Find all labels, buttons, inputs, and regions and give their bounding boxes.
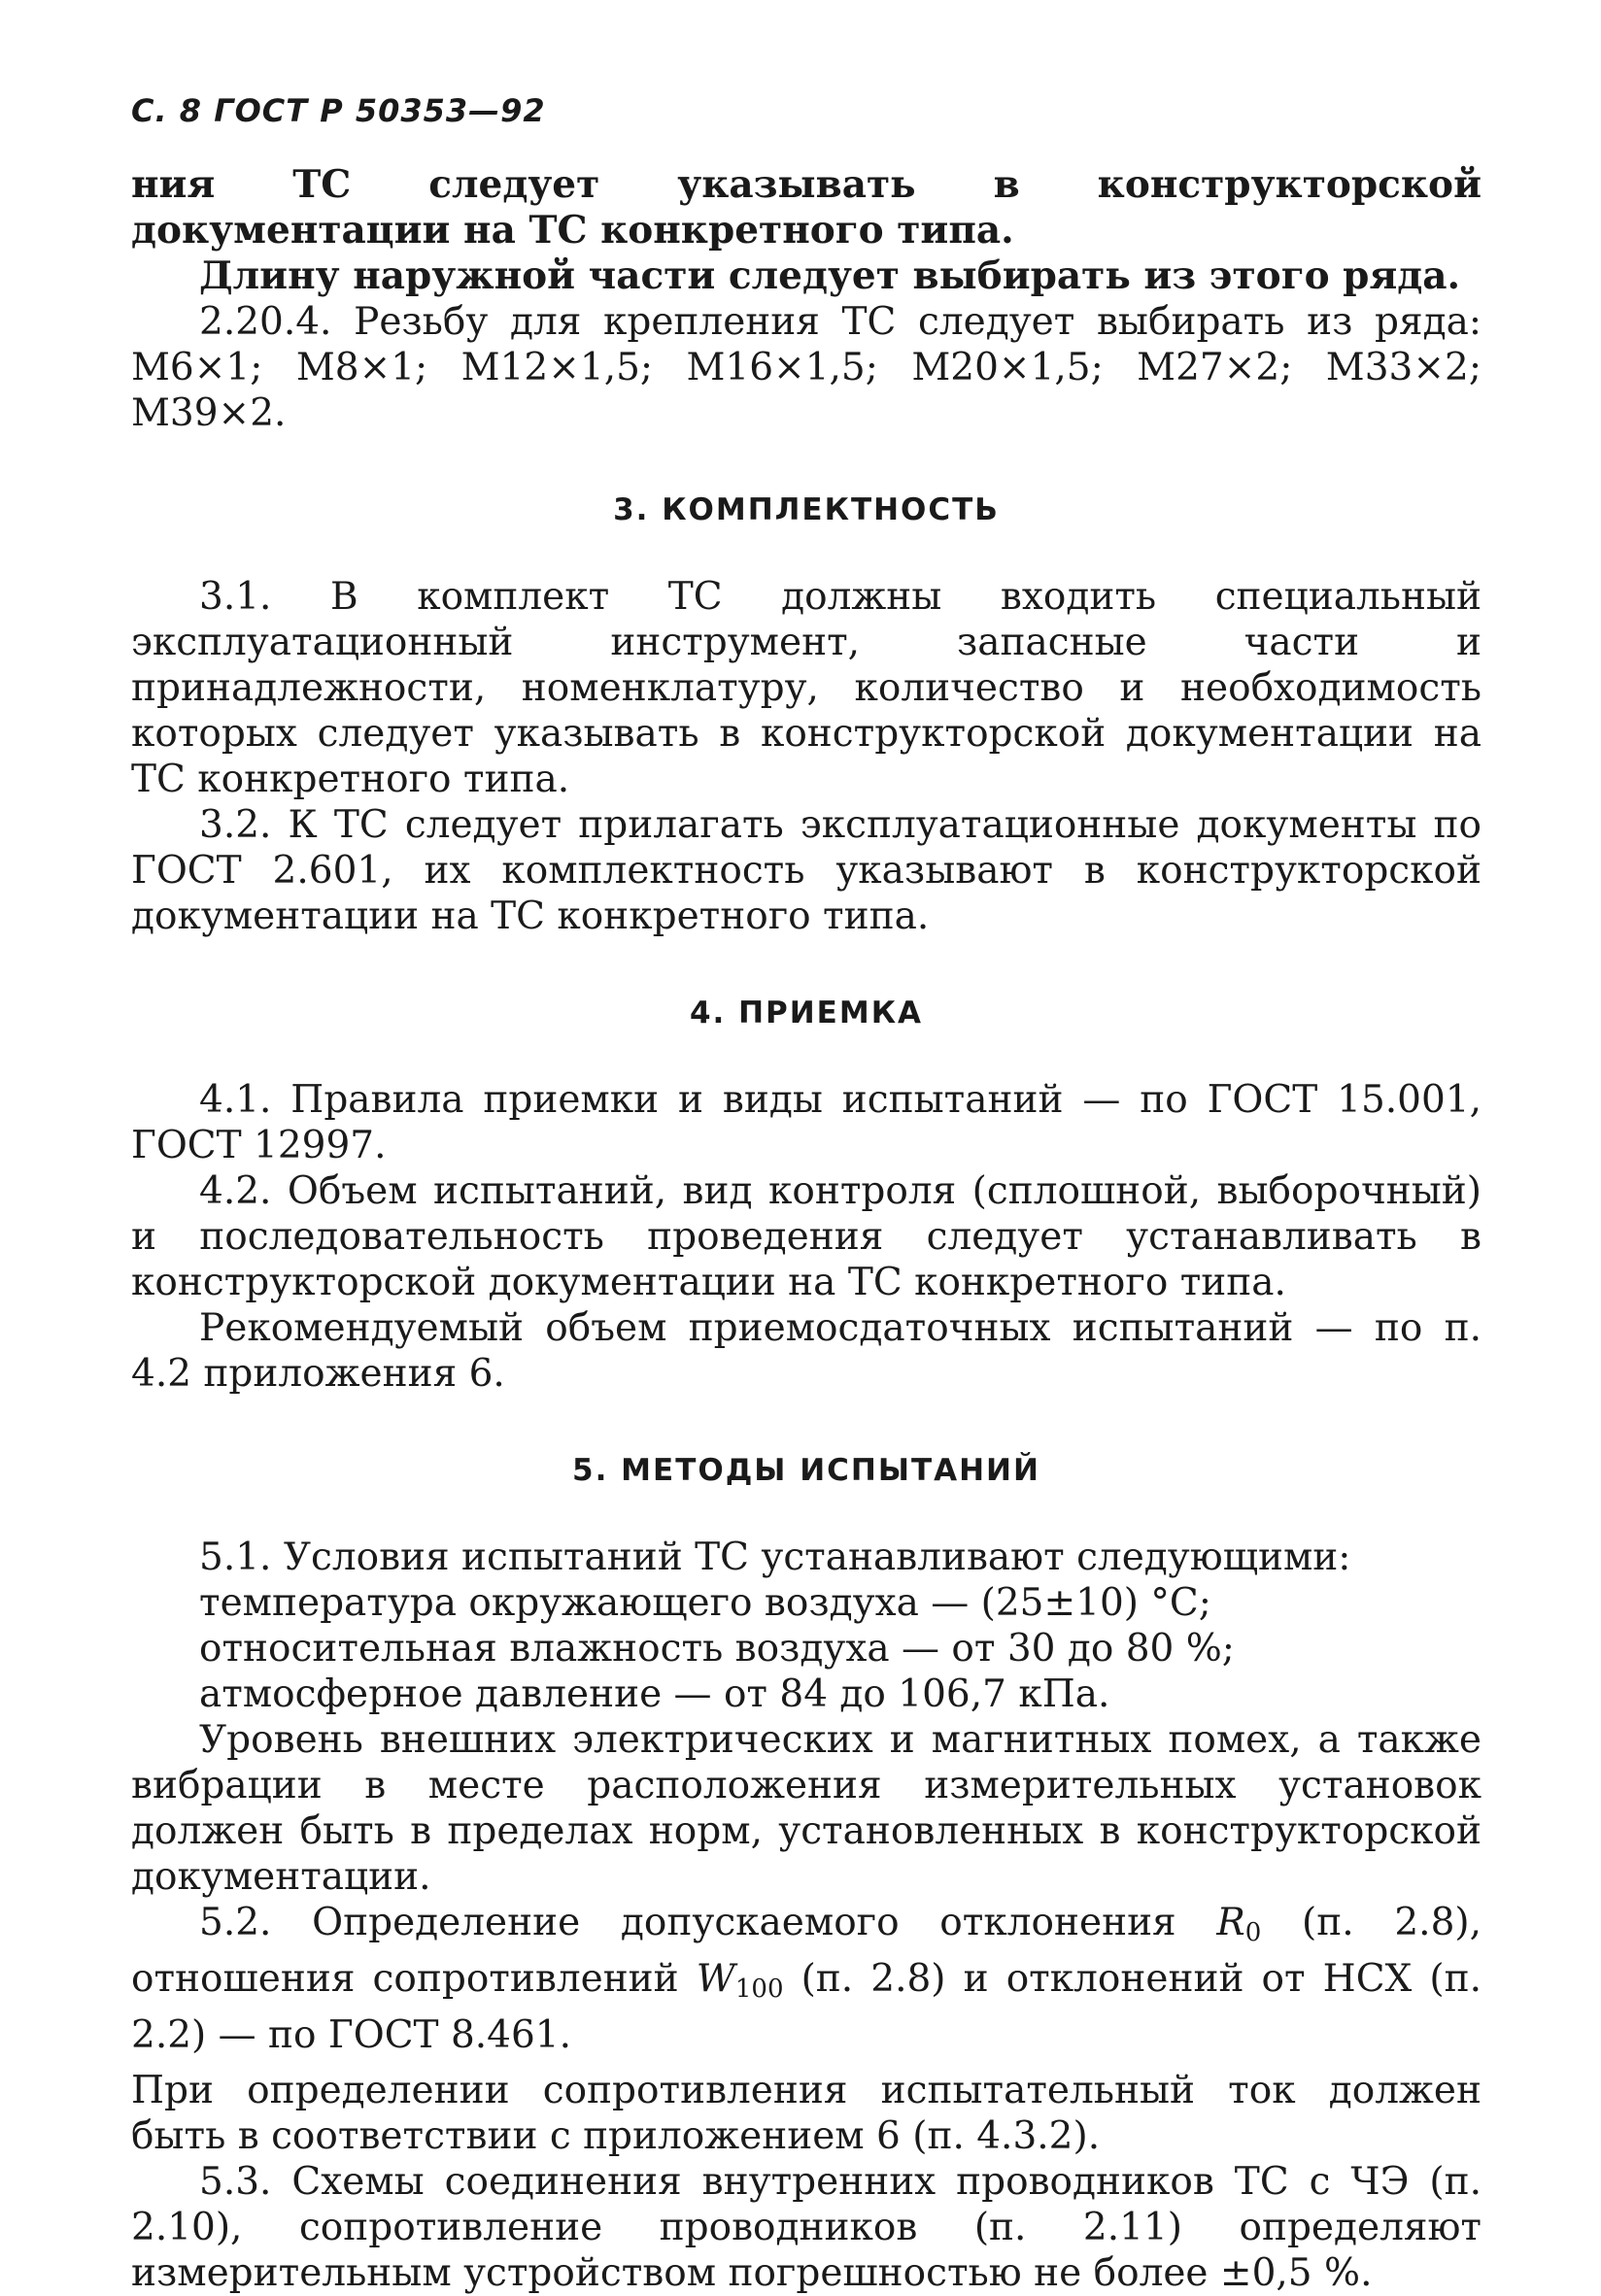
section-4-heading: 4. ПРИЕМКА: [689, 996, 924, 1030]
condition-humidity: относительная влажность воздуха — от 30 до 80 %;: [199, 1627, 1235, 1671]
paragraph-5-2: [131, 1900, 1482, 2058]
paragraph-5-2-part-b: (п. 2.8), отношения сопротивлений: [131, 1901, 1482, 2001]
section-5-heading: 5. МЕТОДЫ ИСПЫТАНИЙ: [572, 1453, 1040, 1488]
symbol-w-subscript: 100: [734, 1975, 784, 2004]
symbol-w: W: [696, 1957, 735, 2001]
symbol-r-subscript: 0: [1244, 1918, 1262, 1947]
paragraph-4-2: 4.2. Объем испытаний, вид контроля (сплошной, выборочный) и последовательность проведения следует устанавливать в конструкторской документации на ТС конкретного типа.: [131, 1169, 1482, 1304]
paragraph-4-2-recommended: Рекомендуемый объем приемосдаточных испытаний — по п. 4.2 приложения 6.: [131, 1306, 1482, 1396]
paragraph-3-1: 3.1. В комплект ТС должны входить специальный эксплуатационный инструмент, запасные части и принадлежности, номенклатуру, количество и необходимость которых следует указывать в конструкторской документации на ТС конкретного типа.: [131, 575, 1482, 801]
paragraph-5-2-part-c: (п. 2.8) и отклонений от НСХ (п. 2.2) — по ГОСТ 8.461.: [131, 1957, 1482, 2057]
paragraph-3-2: 3.2. К ТС следует прилагать эксплуатационные документы по ГОСТ 2.601, их комплектность указывают в конструкторской документации на ТС конкретного типа.: [131, 803, 1482, 938]
paragraph-5-3: 5.3. Схемы соединения внутренних проводников ТС с ЧЭ (п. 2.10), сопротивление проводников (п. 2.11) определяют измерительным устройством погрешностью не более ±0,5 %.: [131, 2160, 1482, 2295]
running-head: С. 8 ГОСТ Р 50353—92: [131, 92, 546, 129]
document-page: [131, 92, 1482, 2296]
paragraph-interference: Уровень внешних электрических и магнитных помех, а также вибрации в месте расположения измерительных установок должен быть в пределах норм, установленных в конструкторской документации.: [131, 1718, 1482, 1899]
condition-pressure: атмосферное давление — от 84 до 106,7 кПа.: [199, 1672, 1110, 1716]
paragraph-2-20-4: 2.20.4. Резьбу для крепления ТС следует выбирать из ряда: М6×1; М8×1; М12×1,5; М16×1,5; М20×1,5; М27×2; М33×2; М39×2.: [131, 300, 1482, 435]
section-3-heading: 3. КОМПЛЕКТНОСТЬ: [613, 492, 1000, 527]
paragraph-2-20-3-tail: ния ТС следует указывать в конструкторской документации на ТС конкретного типа.: [131, 162, 1482, 253]
paragraph-4-1: 4.1. Правила приемки и виды испытаний — по ГОСТ 15.001, ГОСТ 12997.: [131, 1078, 1482, 1167]
symbol-r: R: [1216, 1901, 1245, 1944]
condition-temperature: температура окружающего воздуха — (25±10) °С;: [199, 1581, 1211, 1625]
paragraph-5-1: 5.1. Условия испытаний ТС устанавливают следующими:: [199, 1536, 1351, 1579]
paragraph-test-current: При определении сопротивления испытательный ток должен быть в соответствии с приложением 6 (п. 4.3.2).: [131, 2069, 1482, 2158]
paragraph-length-row: Длину наружной части следует выбирать из этого ряда.: [199, 253, 1461, 298]
paragraph-5-2-part-a: 5.2. Определение допускаемого отклонения: [199, 1901, 1217, 1944]
